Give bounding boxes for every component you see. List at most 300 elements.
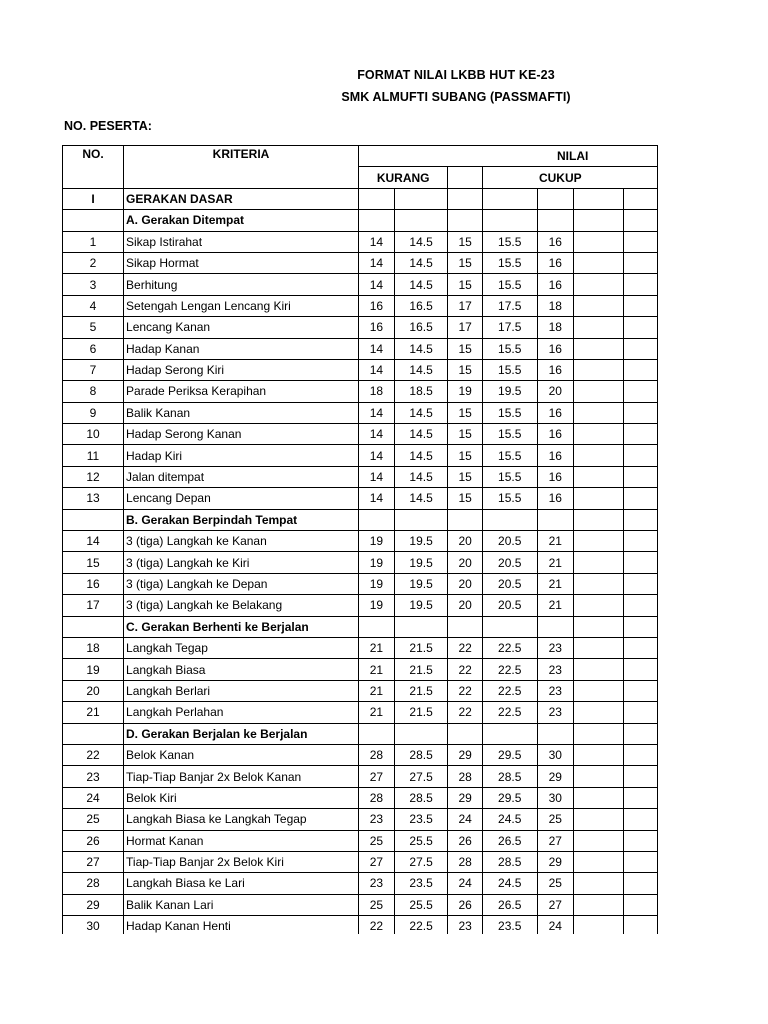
score-cell xyxy=(574,274,624,295)
score-cell: 20.5 xyxy=(482,531,537,552)
score-cell xyxy=(574,894,624,915)
score-cell xyxy=(624,616,658,637)
column-header-no: NO. xyxy=(63,146,124,189)
criteria-cell: Lencang Kanan xyxy=(124,317,359,338)
criteria-cell: Belok Kanan xyxy=(124,744,359,765)
score-cell: 19 xyxy=(358,552,394,573)
score-cell xyxy=(394,723,448,744)
row-number-cell: 11 xyxy=(63,445,124,466)
score-cell xyxy=(624,809,658,830)
score-cell xyxy=(624,210,658,231)
score-cell: 15.5 xyxy=(482,252,537,273)
score-cell: 15 xyxy=(448,338,483,359)
score-cell: 21.5 xyxy=(394,680,448,701)
score-cell: 27 xyxy=(537,894,574,915)
score-cell: 17.5 xyxy=(482,295,537,316)
score-cell: 29 xyxy=(448,744,483,765)
row-number-cell: 9 xyxy=(63,402,124,423)
score-cell xyxy=(574,381,624,402)
score-cell xyxy=(537,509,574,530)
score-cell xyxy=(574,295,624,316)
score-cell: 22 xyxy=(448,637,483,658)
score-cell: 23 xyxy=(358,809,394,830)
row-number-cell xyxy=(63,723,124,744)
criteria-cell: Sikap Istirahat xyxy=(124,231,359,252)
score-cell: 28 xyxy=(448,766,483,787)
score-cell: 16 xyxy=(537,252,574,273)
score-cell: 19.5 xyxy=(394,595,448,616)
row-number-cell xyxy=(63,616,124,637)
score-cell: 16 xyxy=(537,274,574,295)
table-row xyxy=(63,231,658,252)
score-cell: 29 xyxy=(537,851,574,872)
score-cell: 19 xyxy=(358,573,394,594)
score-cell: 29.5 xyxy=(482,787,537,808)
row-number-cell: 22 xyxy=(63,744,124,765)
score-cell: 14.5 xyxy=(394,338,448,359)
score-cell xyxy=(394,210,448,231)
score-cell: 15 xyxy=(448,466,483,487)
subheader-spacer xyxy=(448,167,483,188)
criteria-cell: Hadap Kiri xyxy=(124,445,359,466)
score-cell xyxy=(574,595,624,616)
score-cell: 14.5 xyxy=(394,424,448,445)
score-cell: 16 xyxy=(537,424,574,445)
table-row xyxy=(63,744,658,765)
row-number-cell: 5 xyxy=(63,317,124,338)
score-cell: 21 xyxy=(537,573,574,594)
score-cell xyxy=(482,210,537,231)
score-cell: 19.5 xyxy=(482,381,537,402)
table-row xyxy=(63,894,658,915)
score-cell: 21.5 xyxy=(394,659,448,680)
score-cell: 20.5 xyxy=(482,595,537,616)
table-row xyxy=(63,573,658,594)
table-row xyxy=(63,274,658,295)
score-cell: 19 xyxy=(358,595,394,616)
table-row xyxy=(63,466,658,487)
score-cell: 15.5 xyxy=(482,338,537,359)
score-cell xyxy=(624,873,658,894)
score-cell: 15.5 xyxy=(482,488,537,509)
table-row xyxy=(63,424,658,445)
score-cell xyxy=(482,616,537,637)
score-cell: 16 xyxy=(537,338,574,359)
score-cell xyxy=(624,573,658,594)
score-cell: 21 xyxy=(358,659,394,680)
column-header-kriteria: KRITERIA xyxy=(124,146,359,189)
score-cell: 14.5 xyxy=(394,402,448,423)
criteria-cell: Langkah Tegap xyxy=(124,637,359,658)
row-number-cell: 16 xyxy=(63,573,124,594)
score-cell: 14.5 xyxy=(394,252,448,273)
score-cell: 22.5 xyxy=(482,702,537,723)
score-cell: 15.5 xyxy=(482,466,537,487)
row-number-cell: 17 xyxy=(63,595,124,616)
table-row xyxy=(63,317,658,338)
score-cell xyxy=(624,466,658,487)
score-cell xyxy=(574,702,624,723)
score-cell xyxy=(448,188,483,209)
score-cell xyxy=(574,252,624,273)
table-row xyxy=(63,402,658,423)
table-row xyxy=(63,295,658,316)
header-row-1 xyxy=(63,146,658,167)
score-cell: 17 xyxy=(448,317,483,338)
score-cell: 27.5 xyxy=(394,766,448,787)
score-cell xyxy=(624,509,658,530)
score-cell: 14.5 xyxy=(394,466,448,487)
score-cell xyxy=(574,830,624,851)
participant-number-label: NO. PESERTA: xyxy=(64,119,152,133)
table-row xyxy=(63,873,658,894)
score-cell: 15 xyxy=(448,445,483,466)
score-cell: 21.5 xyxy=(394,637,448,658)
score-cell: 28 xyxy=(448,851,483,872)
score-cell: 15.5 xyxy=(482,445,537,466)
row-number-cell: 15 xyxy=(63,552,124,573)
criteria-cell: Sikap Hormat xyxy=(124,252,359,273)
score-cell: 16 xyxy=(537,359,574,380)
score-cell: 21 xyxy=(537,552,574,573)
score-cell: 22 xyxy=(448,680,483,701)
score-cell xyxy=(537,210,574,231)
row-number-cell: 27 xyxy=(63,851,124,872)
table-row xyxy=(63,702,658,723)
score-cell: 16 xyxy=(537,402,574,423)
table-row xyxy=(63,252,658,273)
subheader-kurang: KURANG xyxy=(358,167,447,188)
score-cell xyxy=(574,787,624,808)
score-cell xyxy=(574,509,624,530)
table-row xyxy=(63,787,658,808)
score-cell: 23 xyxy=(358,873,394,894)
score-cell: 25 xyxy=(537,873,574,894)
score-cell xyxy=(624,188,658,209)
score-cell: 22.5 xyxy=(482,637,537,658)
score-cell: 16 xyxy=(358,295,394,316)
score-cell: 18 xyxy=(537,317,574,338)
row-number-cell: 19 xyxy=(63,659,124,680)
table-row xyxy=(63,766,658,787)
score-cell: 23 xyxy=(448,916,483,934)
score-cell: 19 xyxy=(358,531,394,552)
score-cell xyxy=(537,723,574,744)
score-cell xyxy=(624,916,658,934)
score-cell xyxy=(624,488,658,509)
score-cell: 24.5 xyxy=(482,873,537,894)
score-cell: 30 xyxy=(537,744,574,765)
score-cell: 14.5 xyxy=(394,488,448,509)
score-cell xyxy=(624,445,658,466)
score-cell xyxy=(574,359,624,380)
score-cell: 24 xyxy=(448,873,483,894)
score-cell xyxy=(624,381,658,402)
section-label-cell: B. Gerakan Berpindah Tempat xyxy=(124,509,359,530)
row-number-cell: 29 xyxy=(63,894,124,915)
row-number-cell: 21 xyxy=(63,702,124,723)
score-cell: 23 xyxy=(537,680,574,701)
score-cell: 14 xyxy=(358,252,394,273)
criteria-cell: Jalan ditempat xyxy=(124,466,359,487)
score-cell: 14 xyxy=(358,231,394,252)
score-cell xyxy=(574,210,624,231)
score-cell: 15 xyxy=(448,402,483,423)
score-cell xyxy=(624,338,658,359)
score-cell: 25 xyxy=(358,894,394,915)
table-row xyxy=(63,830,658,851)
score-cell: 26 xyxy=(448,830,483,851)
score-cell xyxy=(358,616,394,637)
score-cell xyxy=(574,317,624,338)
criteria-cell: Lencang Depan xyxy=(124,488,359,509)
criteria-cell: 3 (tiga) Langkah ke Kanan xyxy=(124,531,359,552)
score-cell: 28.5 xyxy=(394,787,448,808)
score-cell xyxy=(574,744,624,765)
section-row xyxy=(63,509,658,530)
table-row xyxy=(63,381,658,402)
score-table xyxy=(62,145,658,934)
score-cell: 14 xyxy=(358,338,394,359)
score-cell: 14.5 xyxy=(394,231,448,252)
score-cell: 14 xyxy=(358,488,394,509)
score-cell: 23.5 xyxy=(394,873,448,894)
score-cell: 14.5 xyxy=(394,445,448,466)
score-cell xyxy=(624,317,658,338)
score-cell xyxy=(537,188,574,209)
section-label-cell: D. Gerakan Berjalan ke Berjalan xyxy=(124,723,359,744)
table-row xyxy=(63,552,658,573)
criteria-cell: Langkah Biasa ke Langkah Tegap xyxy=(124,809,359,830)
criteria-cell: Langkah Perlahan xyxy=(124,702,359,723)
score-cell xyxy=(574,659,624,680)
score-cell: 20 xyxy=(448,531,483,552)
score-cell xyxy=(394,616,448,637)
score-cell: 19.5 xyxy=(394,573,448,594)
score-cell: 14 xyxy=(358,274,394,295)
score-cell: 24.5 xyxy=(482,809,537,830)
score-cell xyxy=(624,851,658,872)
score-cell xyxy=(624,274,658,295)
score-cell: 15 xyxy=(448,359,483,380)
score-cell: 22.5 xyxy=(482,659,537,680)
score-cell: 14 xyxy=(358,445,394,466)
score-cell xyxy=(624,531,658,552)
row-number-cell: I xyxy=(63,188,124,209)
score-cell xyxy=(624,680,658,701)
row-number-cell xyxy=(63,509,124,530)
score-cell: 15.5 xyxy=(482,274,537,295)
score-cell: 26.5 xyxy=(482,830,537,851)
table-row xyxy=(63,659,658,680)
row-number-cell: 14 xyxy=(63,531,124,552)
criteria-cell: Berhitung xyxy=(124,274,359,295)
score-cell: 22 xyxy=(448,659,483,680)
score-cell: 21.5 xyxy=(394,702,448,723)
score-cell xyxy=(574,188,624,209)
score-cell: 14.5 xyxy=(394,274,448,295)
score-cell: 23.5 xyxy=(394,809,448,830)
score-cell: 19.5 xyxy=(394,531,448,552)
criteria-cell: 3 (tiga) Langkah ke Kiri xyxy=(124,552,359,573)
score-cell: 25.5 xyxy=(394,830,448,851)
row-number-cell: 4 xyxy=(63,295,124,316)
score-cell: 27.5 xyxy=(394,851,448,872)
score-cell: 25 xyxy=(358,830,394,851)
section-row xyxy=(63,616,658,637)
score-cell xyxy=(358,723,394,744)
score-cell xyxy=(624,552,658,573)
score-cell: 22 xyxy=(448,702,483,723)
score-cell: 15 xyxy=(448,252,483,273)
criteria-cell: Balik Kanan Lari xyxy=(124,894,359,915)
table-row xyxy=(63,488,658,509)
score-cell xyxy=(624,766,658,787)
score-cell: 16.5 xyxy=(394,295,448,316)
score-cell: 16 xyxy=(537,445,574,466)
score-cell xyxy=(624,402,658,423)
score-cell: 21 xyxy=(358,702,394,723)
score-cell: 15.5 xyxy=(482,359,537,380)
score-cell: 22 xyxy=(358,916,394,934)
score-cell: 23 xyxy=(537,702,574,723)
score-cell: 19.5 xyxy=(394,552,448,573)
score-cell xyxy=(482,723,537,744)
criteria-cell: Hormat Kanan xyxy=(124,830,359,851)
row-number-cell: 23 xyxy=(63,766,124,787)
score-cell xyxy=(574,851,624,872)
score-cell: 14 xyxy=(358,424,394,445)
section-row xyxy=(63,210,658,231)
score-cell: 15 xyxy=(448,274,483,295)
row-number-cell: 26 xyxy=(63,830,124,851)
score-cell: 14 xyxy=(358,466,394,487)
criteria-cell: 3 (tiga) Langkah ke Depan xyxy=(124,573,359,594)
score-cell xyxy=(624,744,658,765)
score-cell: 18 xyxy=(537,295,574,316)
score-cell: 29 xyxy=(537,766,574,787)
score-cell: 15 xyxy=(448,488,483,509)
score-cell: 23 xyxy=(537,659,574,680)
score-cell xyxy=(358,509,394,530)
score-cell xyxy=(574,616,624,637)
criteria-cell: Tiap-Tiap Banjar 2x Belok Kanan xyxy=(124,766,359,787)
score-cell: 27 xyxy=(358,851,394,872)
score-cell: 15.5 xyxy=(482,231,537,252)
score-cell: 20 xyxy=(448,595,483,616)
score-cell: 21 xyxy=(358,637,394,658)
score-cell xyxy=(394,188,448,209)
score-cell xyxy=(358,210,394,231)
score-cell: 20.5 xyxy=(482,573,537,594)
score-cell xyxy=(624,723,658,744)
score-cell xyxy=(574,552,624,573)
score-cell: 20 xyxy=(537,381,574,402)
score-cell xyxy=(574,573,624,594)
table-row xyxy=(63,680,658,701)
score-cell xyxy=(448,210,483,231)
criteria-cell: Langkah Berlari xyxy=(124,680,359,701)
score-cell: 18.5 xyxy=(394,381,448,402)
criteria-cell: Hadap Kanan xyxy=(124,338,359,359)
criteria-cell: Hadap Serong Kanan xyxy=(124,424,359,445)
score-cell: 23 xyxy=(537,637,574,658)
score-cell xyxy=(624,787,658,808)
score-cell: 16.5 xyxy=(394,317,448,338)
subheader-cukup: CUKUP xyxy=(482,167,657,188)
score-cell: 24 xyxy=(537,916,574,934)
score-cell: 15.5 xyxy=(482,424,537,445)
score-cell xyxy=(624,424,658,445)
score-cell: 20 xyxy=(448,573,483,594)
score-cell xyxy=(624,702,658,723)
section-label-cell: A. Gerakan Ditempat xyxy=(124,210,359,231)
document-title: FORMAT NILAI LKBB HUT KE-23 xyxy=(357,68,555,82)
table-row xyxy=(63,338,658,359)
score-cell: 28.5 xyxy=(394,744,448,765)
score-cell xyxy=(448,616,483,637)
score-cell xyxy=(574,338,624,359)
score-cell xyxy=(394,509,448,530)
score-cell xyxy=(537,616,574,637)
score-cell: 17 xyxy=(448,295,483,316)
criteria-cell: Langkah Biasa ke Lari xyxy=(124,873,359,894)
score-cell: 20.5 xyxy=(482,552,537,573)
row-number-cell: 24 xyxy=(63,787,124,808)
score-cell xyxy=(574,809,624,830)
row-number-cell: 18 xyxy=(63,637,124,658)
row-number-cell xyxy=(63,210,124,231)
score-cell: 26.5 xyxy=(482,894,537,915)
criteria-cell: Parade Periksa Kerapihan xyxy=(124,381,359,402)
row-number-cell: 13 xyxy=(63,488,124,509)
score-cell xyxy=(482,188,537,209)
table-row xyxy=(63,531,658,552)
score-cell: 17.5 xyxy=(482,317,537,338)
score-cell: 28 xyxy=(358,744,394,765)
row-number-cell: 3 xyxy=(63,274,124,295)
section-row xyxy=(63,723,658,744)
score-cell: 30 xyxy=(537,787,574,808)
score-cell xyxy=(624,359,658,380)
score-cell xyxy=(624,637,658,658)
score-cell xyxy=(574,766,624,787)
score-cell: 14 xyxy=(358,359,394,380)
document-subtitle: SMK ALMUFTI SUBANG (PASSMAFTI) xyxy=(341,90,571,104)
score-cell xyxy=(574,723,624,744)
criteria-cell: Hadap Serong Kiri xyxy=(124,359,359,380)
score-cell: 16 xyxy=(537,466,574,487)
criteria-cell: Belok Kiri xyxy=(124,787,359,808)
criteria-cell: Hadap Kanan Henti xyxy=(124,916,359,934)
score-cell xyxy=(574,424,624,445)
score-cell: 15 xyxy=(448,424,483,445)
score-cell xyxy=(624,894,658,915)
criteria-cell: Balik Kanan xyxy=(124,402,359,423)
score-cell xyxy=(448,723,483,744)
score-cell: 21 xyxy=(537,531,574,552)
score-cell: 15.5 xyxy=(482,402,537,423)
score-cell: 20 xyxy=(448,552,483,573)
score-cell xyxy=(624,659,658,680)
score-cell xyxy=(574,916,624,934)
score-cell: 21 xyxy=(358,680,394,701)
score-sheet-viewport xyxy=(62,145,658,934)
row-number-cell: 10 xyxy=(63,424,124,445)
section-label-cell: C. Gerakan Berhenti ke Berjalan xyxy=(124,616,359,637)
row-number-cell: 6 xyxy=(63,338,124,359)
score-cell xyxy=(624,295,658,316)
